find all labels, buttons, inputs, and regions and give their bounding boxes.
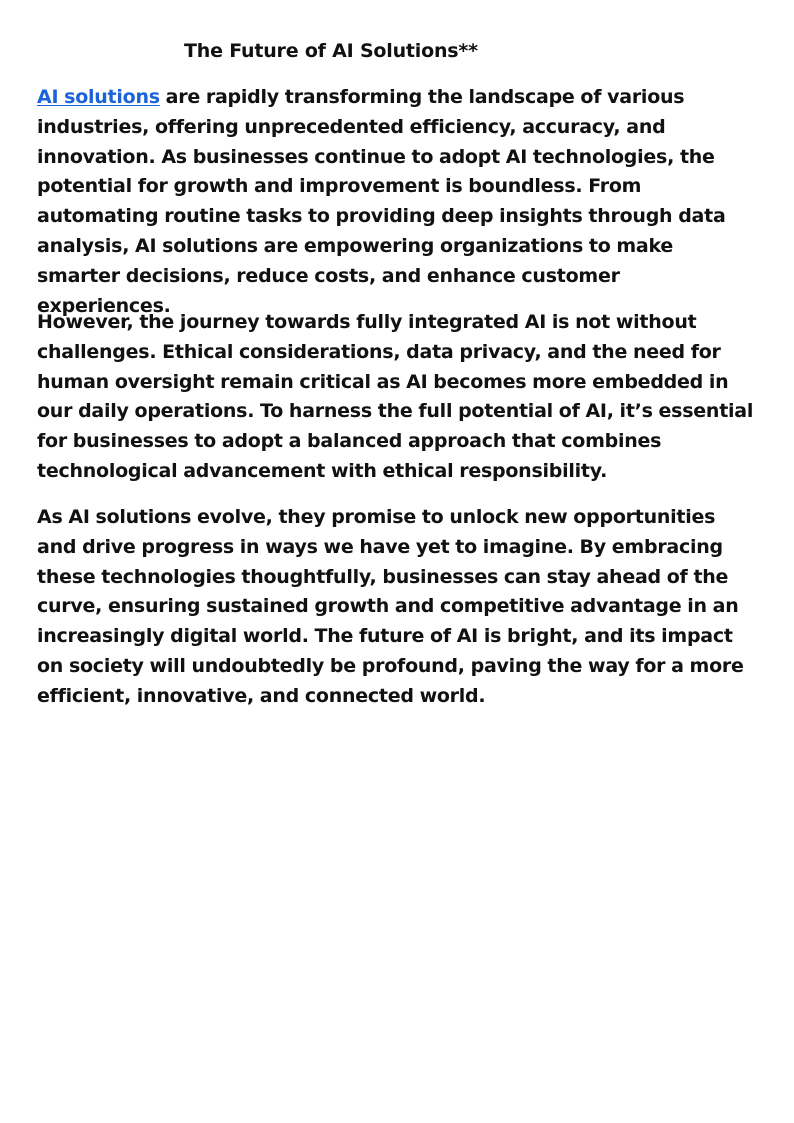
- paragraph-outlook: As AI solutions evolve, they promise to unlock new opportunities and drive progress in ways we have yet to imagine. By embracing these technologies thoughtfully, businesses can stay ahead of the curve, ensuring sustained growth and competitive advantage in an increasingly digital world. The future of AI is bright, and its impact on society will undoubtedly be profound, paving the way for a more efficient, innovative, and connected world.: [37, 506, 744, 707]
- document-title: The Future of AI Solutions**: [184, 40, 478, 62]
- paragraph-intro-text: are rapidly transforming the landscape of various industries, offering unprecedented efficiency, accuracy, and innovation. As businesses continue to adopt AI technologies, the potential for growth and improvement is boundless. From automating routine tasks to providing deep insights through data analysis, AI solutions are empowering organizations to make smarter decisions, reduce costs, and enhance customer experiences.: [37, 86, 726, 317]
- paragraph-challenges: However, the journey towards fully integrated AI is not without challenges. Ethical considerations, data privacy, and the need for human oversight remain critical as AI becomes more embedded in our daily operations. To harness the full potential of AI, it’s essential for businesses to adopt a balanced approach that combines technological advancement with ethical responsibility.: [37, 311, 754, 482]
- ai-solutions-link[interactable]: AI solutions: [37, 86, 160, 108]
- paragraph-intro: [37, 83, 759, 321]
